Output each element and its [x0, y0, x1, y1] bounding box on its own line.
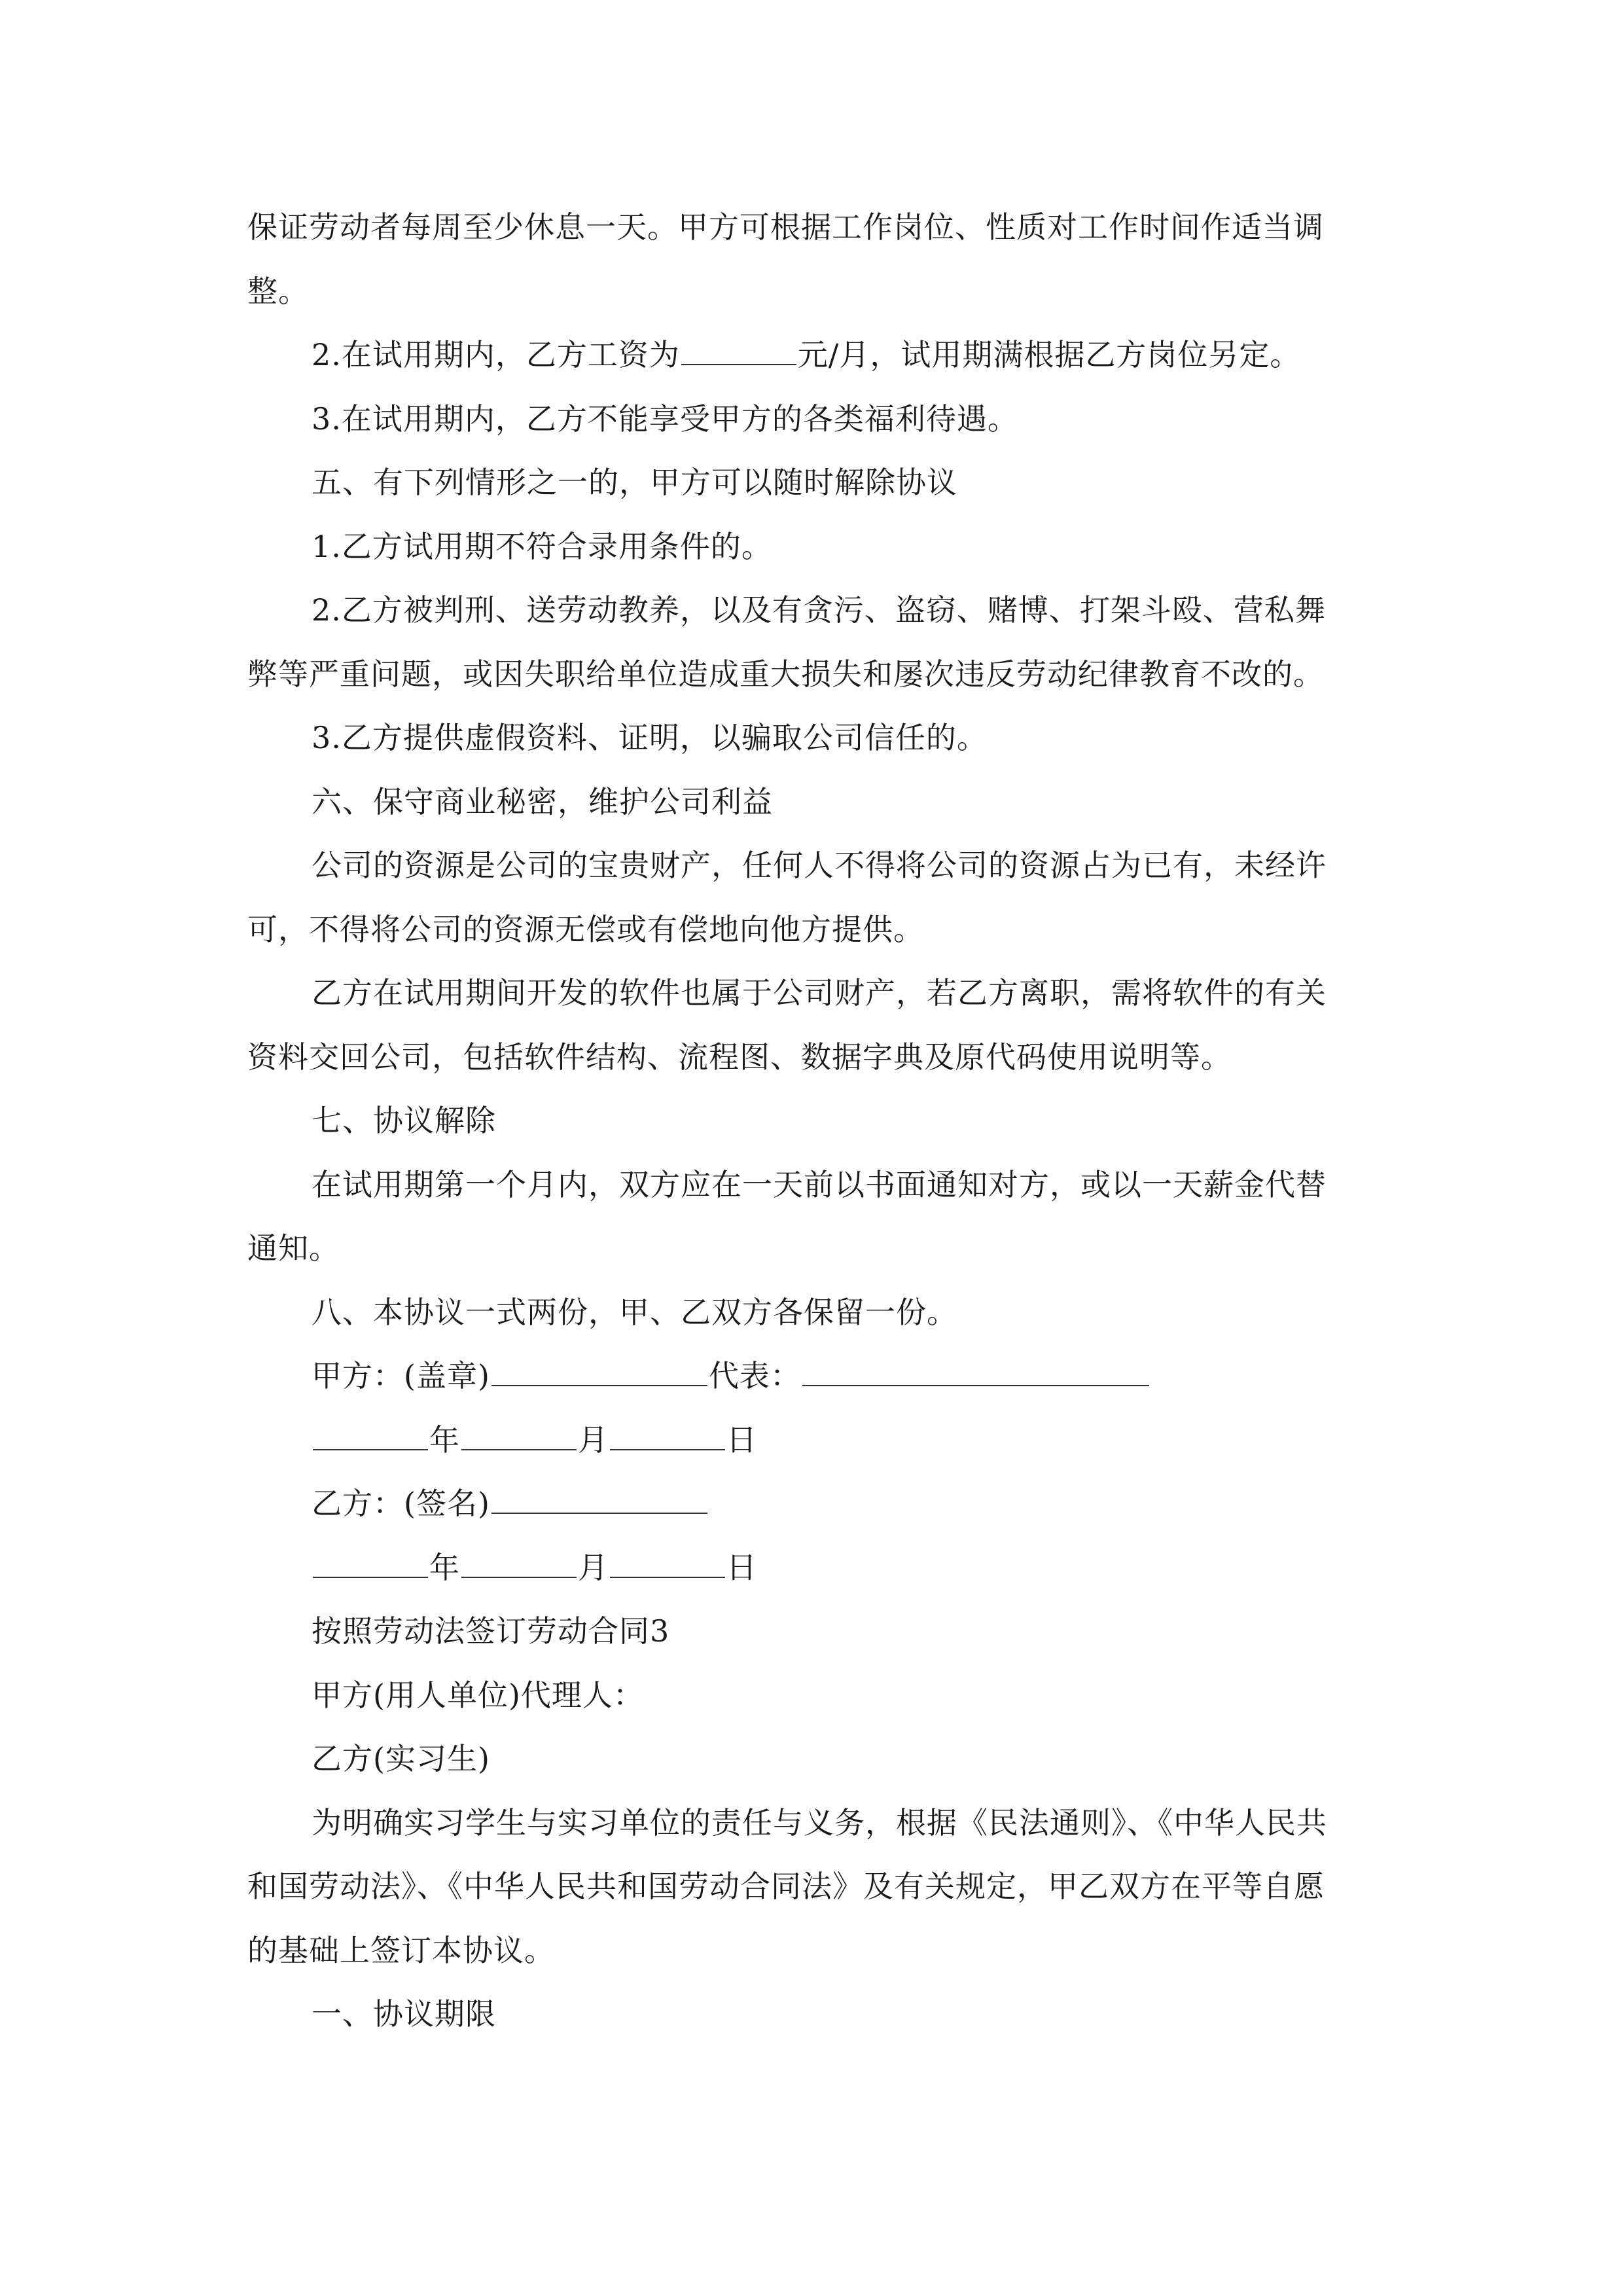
- party-b-signature-line: [312, 1484, 709, 1523]
- paragraph-line: 在试用期第一个月内，双方应在一天前以书面通知对方，或以一天薪金代替: [312, 1167, 1327, 1202]
- month-label: 月: [578, 1550, 609, 1585]
- paragraph-line: 整。: [247, 274, 309, 309]
- day-blank: [610, 1548, 725, 1578]
- party-b-date-line: [312, 1548, 757, 1587]
- year-blank: [313, 1420, 428, 1450]
- paragraph-line: 2.乙方被判刑、送劳动教养，以及有贪污、盗窃、赌博、打架斗殴、营私舞: [312, 592, 1326, 628]
- paragraph-line: 公司的资源是公司的宝贵财产，任何人不得将公司的资源占为已有，未经许: [312, 848, 1327, 883]
- year-label: 年: [429, 1550, 460, 1585]
- paragraph-line: 3.在试用期内，乙方不能享受甲方的各类福利待遇。: [312, 401, 1018, 437]
- contract-title: 按照劳动法签订劳动合同3: [312, 1613, 670, 1649]
- party-a-date-line: [312, 1420, 757, 1460]
- party-a-signature-line: [312, 1356, 1150, 1395]
- representative-blank: [802, 1356, 1149, 1386]
- salary-suffix: 元/月，试用期满根据乙方岗位另定。: [797, 337, 1301, 372]
- section-heading: 一、协议期限: [312, 1996, 496, 2032]
- day-label: 日: [726, 1422, 757, 1458]
- month-blank: [461, 1420, 577, 1450]
- day-label: 日: [726, 1550, 757, 1585]
- party-a-label: 甲方：(盖章): [312, 1358, 490, 1393]
- paragraph-line: 的基础上签订本协议。: [247, 1933, 555, 1968]
- salary-blank: [681, 335, 796, 365]
- paragraph-line: 资料交回公司，包括软件结构、流程图、数据字典及原代码使用说明等。: [247, 1039, 1232, 1075]
- paragraph-line: 为明确实习学生与实习单位的责任与义务，根据《民法通则》、《中华人民共: [312, 1805, 1327, 1840]
- section-heading: 六、保守商业秘密，维护公司利益: [312, 784, 773, 819]
- salary-prefix: 2.在试用期内，乙方工资为: [312, 337, 680, 372]
- year-label: 年: [429, 1422, 460, 1458]
- year-blank: [313, 1548, 428, 1578]
- paragraph-line: 保证劳动者每周至少休息一天。甲方可根据工作岗位、性质对工作时间作适当调: [247, 209, 1324, 245]
- section-heading: 五、有下列情形之一的，甲方可以随时解除协议: [312, 465, 957, 500]
- party-b-label: 乙方：(签名): [312, 1486, 490, 1521]
- paragraph-line: 通知。: [247, 1230, 340, 1266]
- party-b-info: 乙方(实习生): [312, 1741, 490, 1776]
- party-a-seal-blank: [491, 1356, 707, 1386]
- party-b-signature-blank: [491, 1484, 707, 1514]
- paragraph-line: 可，不得将公司的资源无偿或有偿地向他方提供。: [247, 912, 924, 947]
- month-label: 月: [578, 1422, 609, 1458]
- paragraph-line: 乙方在试用期间开发的软件也属于公司财产，若乙方离职，需将软件的有关: [312, 975, 1327, 1011]
- paragraph-line: 3.乙方提供虚假资料、证明，以骗取公司信任的。: [312, 720, 988, 755]
- paragraph-line: 弊等严重问题，或因失职给单位造成重大损失和屡次违反劳动纪律教育不改的。: [247, 656, 1324, 692]
- section-heading: 七、协议解除: [312, 1103, 496, 1138]
- party-a-info: 甲方(用人单位)代理人：: [312, 1677, 644, 1713]
- paragraph-line: 和国劳动法》、《中华人民共和国劳动合同法》及有关规定，甲乙双方在平等自愿: [247, 1869, 1325, 1904]
- salary-line: [312, 335, 1300, 374]
- representative-label: 代表：: [708, 1358, 801, 1393]
- day-blank: [610, 1420, 725, 1450]
- month-blank: [461, 1548, 577, 1578]
- section-heading: 八、本协议一式两份，甲、乙双方各保留一份。: [312, 1295, 957, 1330]
- paragraph-line: 1.乙方试用期不符合录用条件的。: [312, 529, 772, 564]
